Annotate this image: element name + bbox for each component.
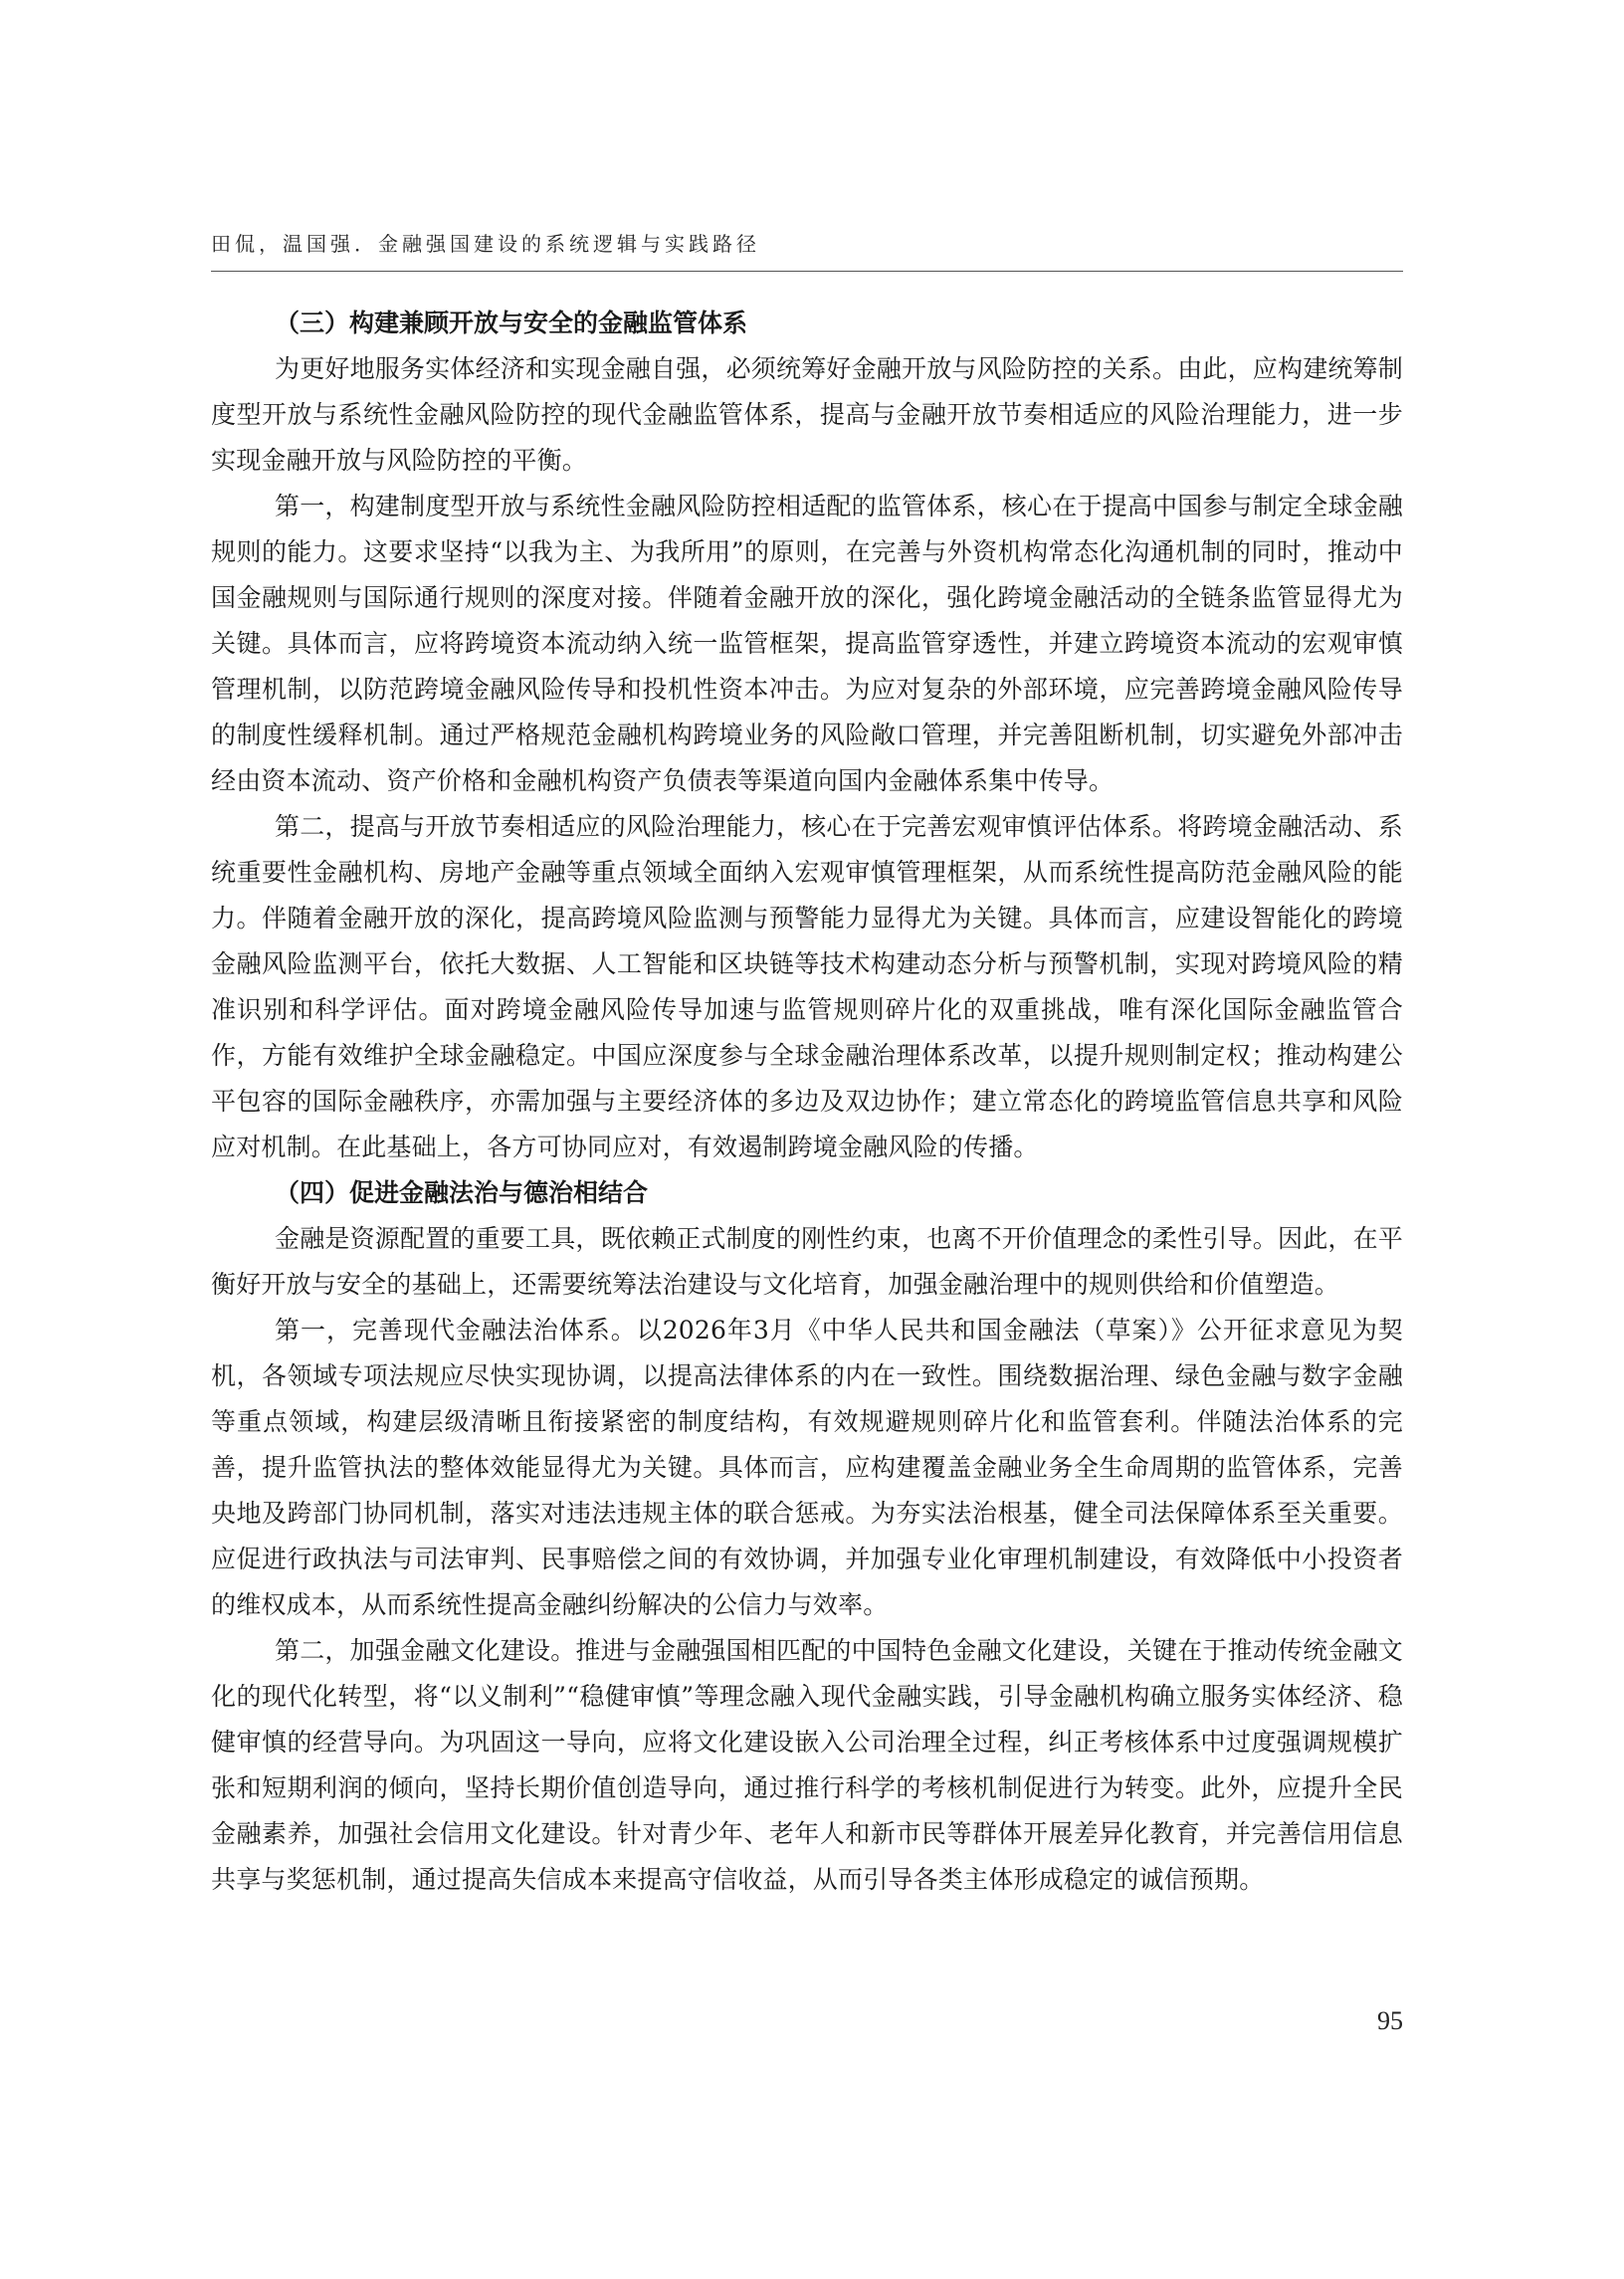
article-body [211, 301, 1403, 1903]
paragraph: 金融是资源配置的重要工具，既依赖正式制度的刚性约束，也离不开价值理念的柔性引导。因此，在平衡好开放与安全的基础上，还需要统筹法治建设与文化培育，加强金融治理中的规则供给和价值塑造。 [211, 1224, 1404, 1299]
page-number: 95 [1377, 2006, 1403, 2035]
paragraph: 为更好地服务实体经济和实现金融自强，必须统筹好金融开放与风险防控的关系。由此，应构建统筹制度型开放与系统性金融风险防控的现代金融监管体系，提高与金融开放节奏相适应的风险治理能力，进一步实现金融开放与风险防控的平衡。 [211, 354, 1404, 475]
paragraph: 第二，加强金融文化建设。推进与金融强国相匹配的中国特色金融文化建设，关键在于推动传统金融文化的现代化转型，将“以义制利”“稳健审慎”等理念融入现代金融实践，引导金融机构确立服务实体经济、稳健审慎的经营导向。为巩固这一导向，应将文化建设嵌入公司治理全过程，纠正考核体系中过度强调规模扩张和短期利润的倾向，坚持长期价值创造导向，通过推行科学的考核机制促进行为转变。此外，应提升全民金融素养，加强社会信用文化建设。针对青少年、老年人和新市民等群体开展差异化教育，并完善信用信息共享与奖惩机制，通过提高失信成本来提高守信收益，从而引导各类主体形成稳定的诚信预期。 [211, 1636, 1404, 1894]
paragraph: 第二，提高与开放节奏相适应的风险治理能力，核心在于完善宏观审慎评估体系。将跨境金融活动、系统重要性金融机构、房地产金融等重点领域全面纳入宏观审慎管理框架，从而系统性提高防范金融风险的能力。伴随着金融开放的深化，提高跨境风险监测与预警能力显得尤为关键。具体而言，应建设智能化的跨境金融风险监测平台，依托大数据、人工智能和区块链等技术构建动态分析与预警机制，实现对跨境风险的精准识别和科学评估。面对跨境金融风险传导加速与监管规则碎片化的双重挑战，唯有深化国际金融监管合作，方能有效维护全球金融稳定。中国应深度参与全球金融治理体系改革，以提升规则制定权；推动构建公平包容的国际金融秩序，亦需加强与主要经济体的多边及双边协作；建立常态化的跨境监管信息共享和风险应对机制。在此基础上，各方可协同应对，有效遏制跨境金融风险的传播。 [211, 812, 1404, 1161]
section-heading: （三）构建兼顾开放与安全的金融监管体系 [275, 309, 748, 337]
paragraph: 第一，完善现代金融法治体系。以2026年3月《中华人民共和国金融法（草案）》公开征求意见为契机，各领域专项法规应尽快实现协调，以提高法律体系的内在一致性。围绕数据治理、绿色金融与数字金融等重点领域，构建层级清晰且衔接紧密的制度结构，有效规避规则碎片化和监管套利。伴随法治体系的完善，提升监管执法的整体效能显得尤为关键。具体而言，应构建覆盖金融业务全生命周期的监管体系，完善央地及跨部门协同机制，落实对违法违规主体的联合惩戒。为夯实法治根基，健全司法保障体系至关重要。应促进行政执法与司法审判、民事赔偿之间的有效协调，并加强专业化审理机制建设，有效降低中小投资者的维权成本，从而系统性提高金融纠纷解决的公信力与效率。 [211, 1316, 1403, 1619]
section-heading: （四）促进金融法治与德治相结合 [275, 1178, 649, 1207]
running-header: 田侃，温国强．金融强国建设的系统逻辑与实践路径 [211, 232, 760, 256]
header-rule [211, 271, 1403, 272]
paragraph: 第一，构建制度型开放与系统性金融风险防控相适配的监管体系，核心在于提高中国参与制定全球金融规则的能力。这要求坚持“以我为主、为我所用”的原则，在完善与外资机构常态化沟通机制的同时，推动中国金融规则与国际通行规则的深度对接。伴随着金融开放的深化，强化跨境金融活动的全链条监管显得尤为关键。具体而言，应将跨境资本流动纳入统一监管框架，提高监管穿透性，并建立跨境资本流动的宏观审慎管理机制，以防范跨境金融风险传导和投机性资本冲击。为应对复杂的外部环境，应完善跨境金融风险传导的制度性缓释机制。通过严格规范金融机构跨境业务的风险敞口管理，并完善阻断机制，切实避免外部冲击经由资本流动、资产价格和金融机构资产负债表等渠道向国内金融体系集中传导。 [211, 492, 1404, 795]
